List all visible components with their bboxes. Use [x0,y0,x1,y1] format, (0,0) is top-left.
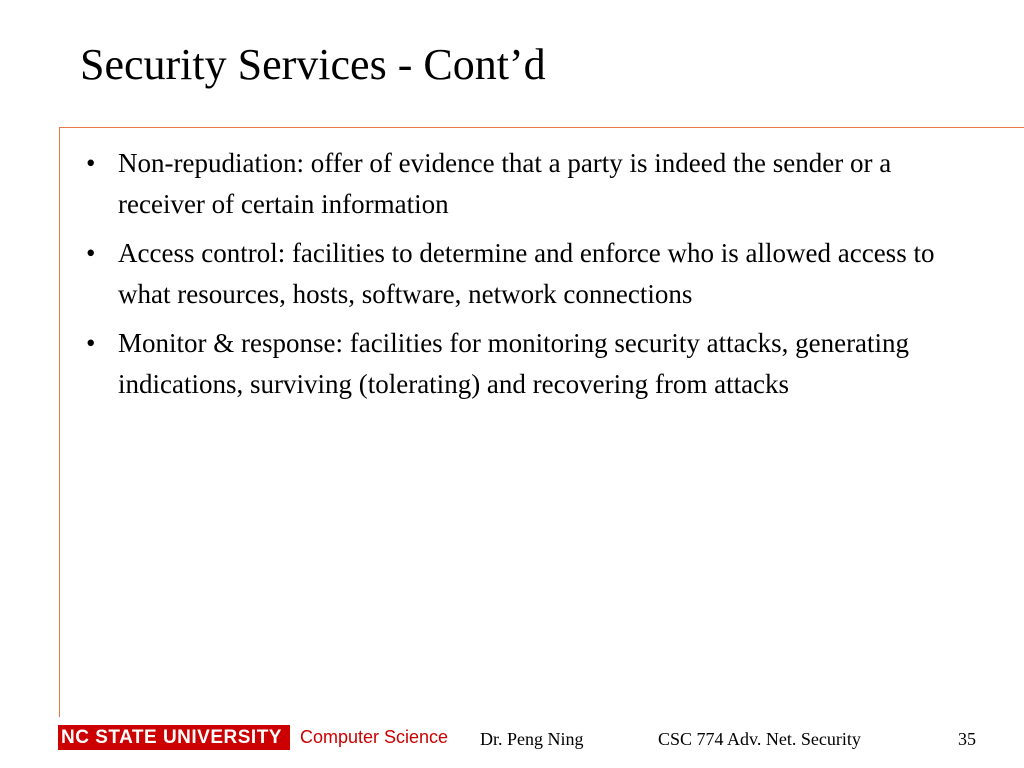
department-name: Computer Science [299,727,449,747]
bullet-icon: • [86,238,96,268]
bullet-item-access-control [80,233,980,315]
footer-course: CSC 774 Adv. Net. Security [658,729,861,749]
university-logo [58,725,448,750]
bullet-text: Monitor & response: facilities for monitoring security attacks, generating indications, surviving (tolerating) and recovering from attacks [118,328,910,399]
bullet-text: Access control: facilities to determine and enforce who is allowed access to what resources, hosts, software, network connections [118,238,935,309]
bullet-item-monitor-response [80,323,980,405]
page-number: 35 [958,729,976,749]
footer-author: Dr. Peng Ning [480,729,584,749]
slide-title: Security Services - Cont’d [80,40,546,89]
title-divider-line [60,127,1024,128]
university-name: NC STATE UNIVERSITY [58,725,290,750]
left-margin-line [59,127,60,717]
bullet-text: Non-repudiation: offer of evidence that a party is indeed the sender or a receiver of certain information [118,148,892,219]
bullet-icon: • [86,328,96,358]
bullet-item-non-repudiation [80,143,980,225]
bullet-list [80,143,980,413]
bullet-icon: • [86,148,96,178]
